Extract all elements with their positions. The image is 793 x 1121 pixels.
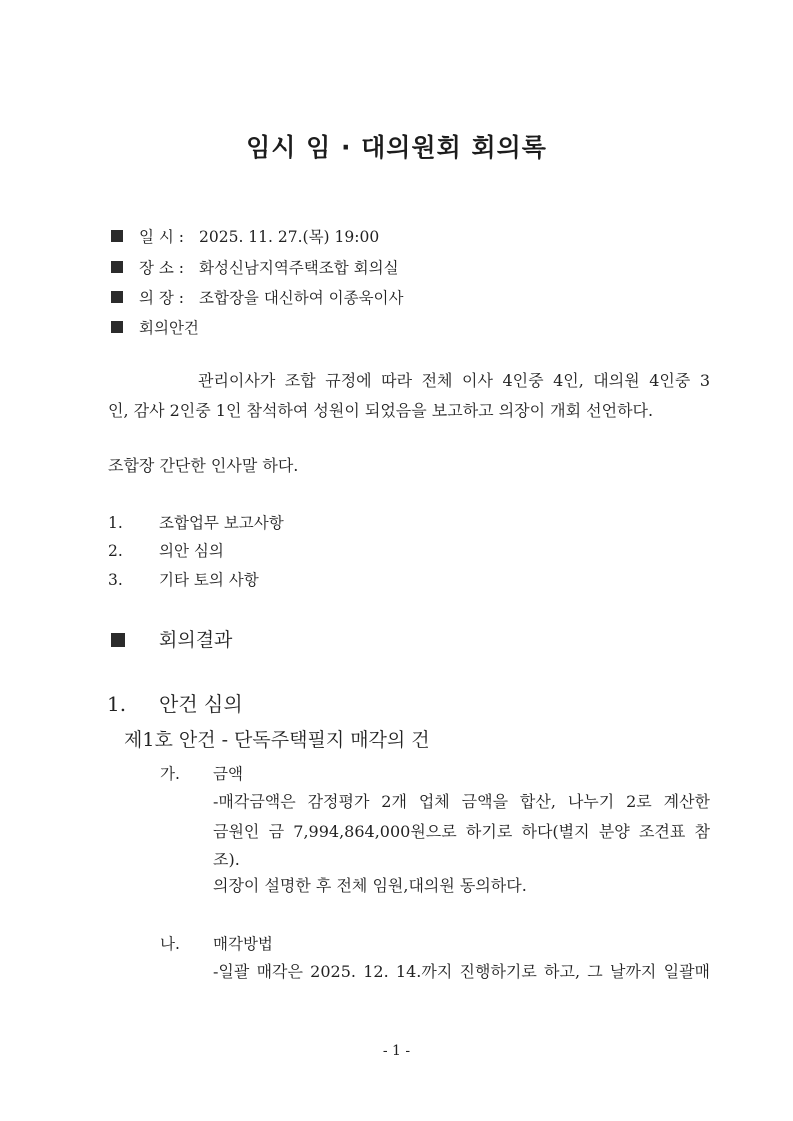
bullet-square-icon: [111, 321, 123, 333]
sub-item-b-line1: -일괄 매각은 2025. 12. 14.까지 진행하기로 하고, 그 날까지 일괄매: [213, 962, 710, 981]
opening-paragraph-line1: 관리이사가 조합 규정에 따라 전체 이사 4인중 4인, 대의원 4인중 3: [198, 371, 710, 390]
page-number: - 1 -: [382, 1043, 411, 1059]
agenda-item-title: 제1호 안건 - 단독주택필지 매각의 건: [124, 729, 430, 751]
bullet-square-icon: [111, 261, 123, 273]
sub-item-title: 금액: [213, 765, 243, 783]
bullet-square-icon: [111, 230, 123, 242]
results-heading: 회의결과: [159, 629, 233, 651]
sub-item-label: 가.: [160, 765, 180, 783]
section-title: 안건 심의: [159, 692, 243, 716]
agenda-number: 2.: [108, 542, 123, 560]
sub-item-title: 매각방법: [213, 935, 273, 953]
agenda-item: 기타 토의 사항: [159, 571, 259, 589]
greeting-line: 조합장 간단한 인사말 하다.: [108, 456, 299, 475]
bullet-square-icon: [111, 291, 123, 303]
info-value-date: 2025. 11. 27.(목) 19:00: [199, 228, 380, 246]
sub-item-a-line4: 의장이 설명한 후 전체 임원,대의원 동의하다.: [213, 876, 527, 895]
info-label-agenda: 회의안건: [139, 319, 199, 337]
agenda-number: 3.: [108, 571, 123, 589]
sub-item-a-line2: 금원인 금 7,994,864,000원으로 하기로 하다(별지 분양 조견표 참: [213, 822, 710, 841]
agenda-item: 의안 심의: [159, 542, 224, 560]
sub-item-label: 나.: [160, 935, 180, 953]
info-label-place: 장 소 :: [139, 259, 185, 277]
info-value-chair: 조합장을 대신하여 이종욱이사: [199, 289, 404, 307]
opening-paragraph-line2: 인, 감사 2인중 1인 참석하여 성원이 되었음을 보고하고 의장이 개회 선언하다.: [108, 401, 654, 420]
section-number: 1.: [107, 692, 127, 716]
info-label-chair: 의 장 :: [139, 289, 185, 307]
info-value-place: 화성신남지역주택조합 회의실: [199, 259, 399, 277]
bullet-square-icon: [111, 633, 125, 647]
sub-item-a-line3: 조).: [213, 850, 240, 869]
agenda-item: 조합업무 보고사항: [159, 514, 284, 532]
sub-item-a-line1: -매각금액은 감정평가 2개 업체 금액을 합산, 나누기 2로 계산한: [213, 792, 710, 811]
agenda-number: 1.: [108, 514, 123, 532]
document-title: 임시 임 · 대의원회 회의록: [246, 133, 547, 162]
info-label-date: 일 시 :: [139, 228, 185, 246]
